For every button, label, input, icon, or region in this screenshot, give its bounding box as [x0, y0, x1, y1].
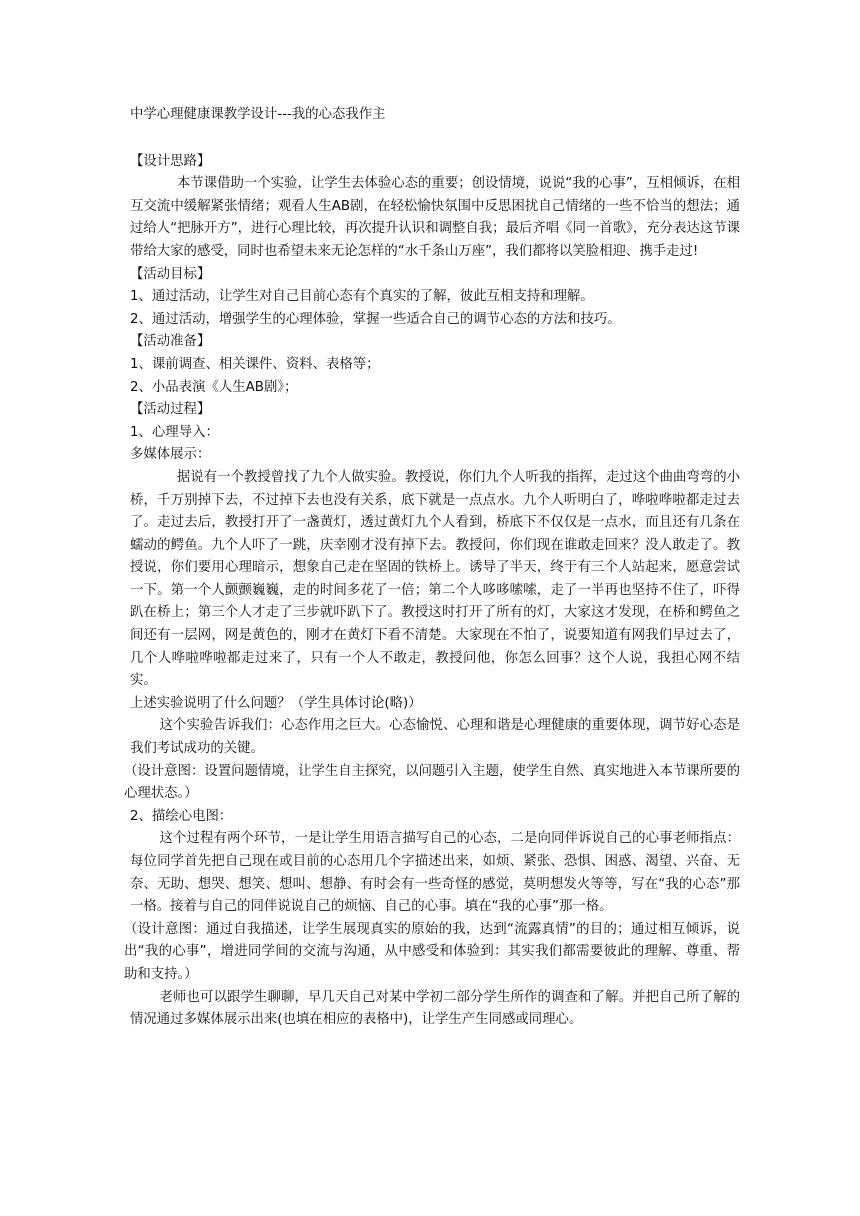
experiment-story: 据说有一个教授曾找了九个人做实验。教授说，你们九个人听我的指挥，走过这个曲曲弯弯的小桥，千万别掉下去，不过掉下去也没有关系，底下就是一点点水。九个人听明白了，哗啦哗啦都走过去了。走过去后，教授打开了一盏黄灯，透过黄灯九个人看到，桥底下不仅仅是一点水，而且还有几条在蠕动的鳄鱼。九个人吓了一跳，庆幸刚才没有掉下去。教授问，你们现在谁敢走回来？没人敢走了。教授说，你们要用心理暗示，想象自己走在坚固的铁桥上。诱导了半天，终于有三个人站起来，愿意尝试一下。第一个人颤颤巍巍，走的时间多花了一倍；第二个人哆哆嗦嗦，走了一半再也坚持不住了，吓得趴在桥上；第三个人才走了三步就吓趴下了。教授这时打开了所有的灯，大家这才发现，在桥和鳄鱼之间还有一层网，网是黄色的，刚才在黄灯下看不清楚。大家现在不怕了，说要知道有网我们早过去了，几个人哗啦哗啦都走过来了，只有一个人不敢走，教授问他，你怎么回事？这个人说，我担心网不结实。 [130, 469, 740, 689]
document-page [124, 104, 740, 1032]
design-body: 本节课借助一个实验，让学生去体验心态的重要；创设情境，说说“我的心事”，互相倾诉，在相互交流中缓解紧张情绪；观看人生AB剧，在轻松愉快氛围中反思困扰自己情绪的一些不恰当的想法；通过给人“把脉开方”，进行心理比较，再次提升认识和调整自我；最后齐唱《同一首歌》，充分表达这节课带给大家的感受，同时也希望未来无论怎样的“水千条山万座”，我们都将以笑脸相迎、携手走过! [130, 176, 740, 259]
step-1-heading: 1、心理导入： [130, 424, 219, 440]
section-heading-goals: 【活动目标】 [130, 266, 211, 282]
prep-item-1: 1、课前调查、相关课件、资料、表格等； [130, 356, 380, 372]
section-heading-process: 【活动过程】 [130, 402, 211, 418]
step-2-body: 这个过程有两个环节，一是让学生用语言描写自己的心态，二是向同伴诉说自己的心事老师指点：每位同学首先把自己现在或目前的心态用几个字描述出来，如烦、紧张、恐惧、困惑、渴望、兴奋、无奈、无助、想哭、想笑、想叫、想静、有时会有一些奇怪的感觉，莫明想发火等等，写在“我的心态”那一格。接着与自己的同伴说说自己的烦恼、自己的心事。填在“我的心事”那一格。 [130, 831, 740, 915]
experiment-conclusion: 这个实验告诉我们：心态作用之巨大。心态愉悦、心理和谐是心理健康的重要体现，调节好心态是我们考试成功的关键。 [130, 718, 740, 757]
design-intent-2: （设计意图：通过自我描述，让学生展现真实的原始的我，达到“流露真情”的目的；通过相互倾诉，说出“我的心事”，增进同学间的交流与沟通，从中感受和体验到：其实我们都需要彼此的理解、尊重、帮助和支持。） [124, 921, 740, 982]
step-2-heading: 2、描绘心电图： [130, 808, 233, 824]
document-title: 中学心理健康课教学设计---我的心态我作主 [130, 107, 386, 122]
section-heading-design: 【设计思路】 [130, 153, 211, 169]
discussion-question: 上述实验说明了什么问题？（学生具体讨论(略)） [130, 695, 422, 711]
goal-item-2: 2、通过活动，增强学生的心理体验，掌握一些适合自己的调节心态的方法和技巧。 [130, 311, 621, 327]
section-heading-prep: 【活动准备】 [130, 334, 211, 350]
design-intent-1: （设计意图：设置问题情境，让学生自主探究，以问题引入主题，使学生自然、真实地进入本节课所要的心理状态。） [124, 763, 740, 802]
teacher-note: 老师也可以跟学生聊聊，早几天自己对某中学初二部分学生所作的调查和了解。并把自己所了解的情况通过多媒体展示出来(也填在相应的表格中)，让学生产生同感或同理心。 [130, 989, 740, 1028]
goal-item-1: 1、通过活动，让学生对自己目前心态有个真实的了解，彼此互相支持和理解。 [130, 289, 594, 305]
media-label: 多媒体展示： [130, 447, 211, 463]
prep-item-2: 2、小品表演《人生AB剧》； [130, 379, 298, 395]
